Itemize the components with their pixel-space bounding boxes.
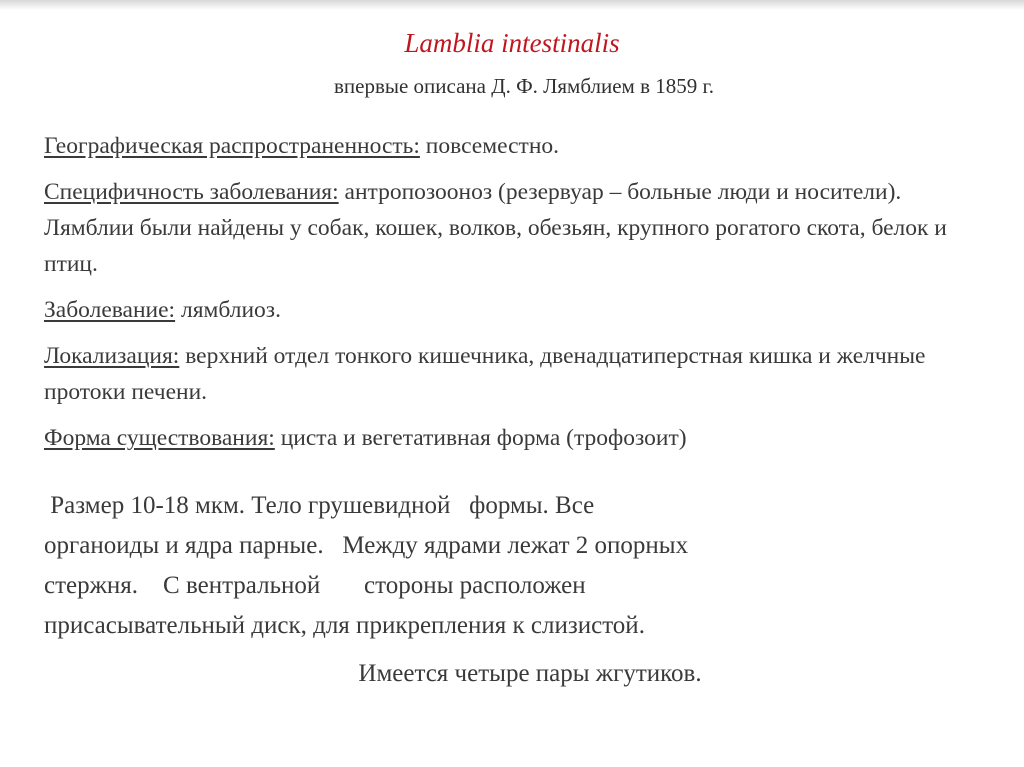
term-text: повсеместно. [419, 133, 560, 159]
term-label: Форма существования: [44, 425, 275, 451]
body-text [44, 128, 994, 466]
term-label: Специфичность заболевания: [44, 179, 339, 205]
term-text: верхний отдел тонкого кишечника, двенадцатиперстная кишка и желчные протоки печени. [44, 343, 926, 405]
description-line: органоиды и ядра парные. Между ядрами лежат 2 опорных [44, 532, 689, 559]
term-text: антропозооноз (резервуар – больные люди и носители). Лямблии были найдены у собак, кошек, волков, обезьян, крупного рогатого скота, белок и птиц. [44, 179, 947, 277]
term-label: Локализация: [44, 343, 180, 369]
term-label: Заболевание: [44, 297, 176, 323]
slide-title: Lamblia intestinalis [404, 28, 620, 58]
paragraph-localization [44, 338, 994, 410]
term-text: лямблиоз. [175, 297, 281, 323]
paragraph-disease [44, 292, 994, 328]
flagella-note: Имеется четыре пары жгутиков. [358, 660, 702, 687]
top-shadow [0, 0, 1024, 10]
description-line: присасывательный диск, для прикрепления к слизистой. [44, 612, 645, 639]
description-line: Размер 10-18 мкм. Тело грушевидной формы. Все [44, 492, 595, 519]
term-text: циста и вегетативная форма (трофозоит) [274, 425, 687, 451]
description-line: стержня. С вентральной стороны расположен [44, 572, 586, 599]
slide-subtitle: впервые описана Д. Ф. Лямблием в 1859 г. [333, 74, 714, 98]
description-block [44, 486, 974, 646]
paragraph-geography [44, 128, 994, 164]
paragraph-specificity [44, 174, 994, 282]
paragraph-form [44, 420, 994, 456]
term-label: Географическая распространенность: [44, 133, 420, 159]
